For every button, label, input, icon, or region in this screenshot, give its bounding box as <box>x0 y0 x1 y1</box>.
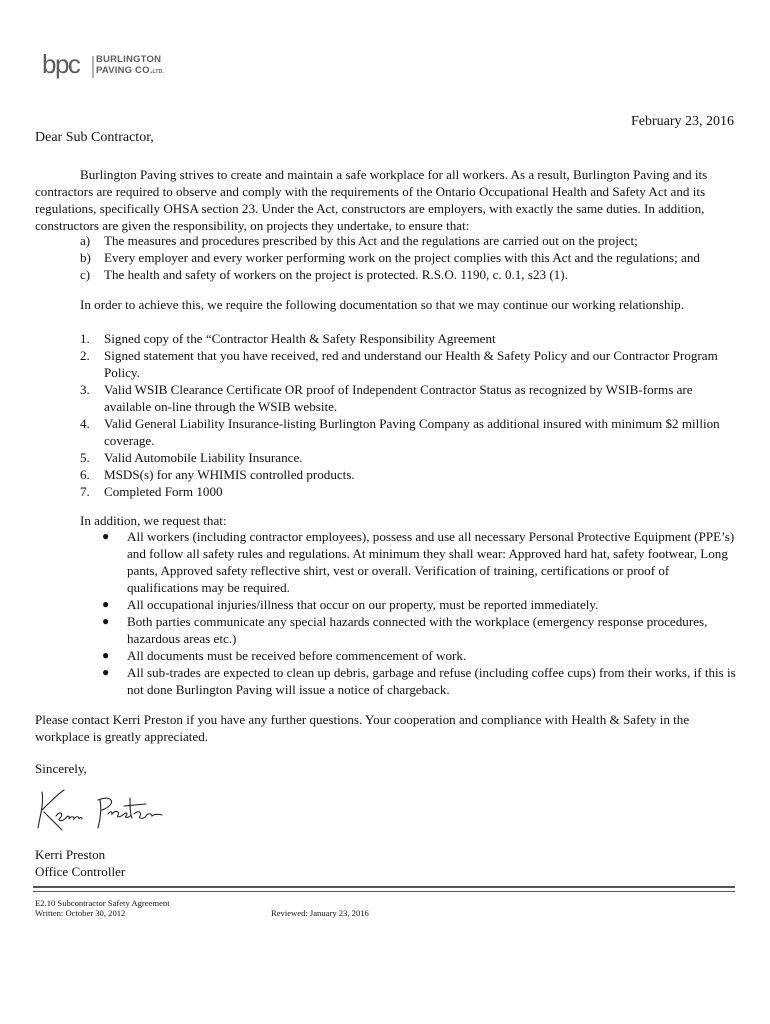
document-item: 3. Valid WSIB Clearance Certificate OR proof of Independent Contractor Status as recognized by WSIB-forms are available on-line through the WSIB website. <box>80 382 693 414</box>
request-item: ● All occupational injuries/illness that occur on our property, must be reported immediately. <box>102 597 599 612</box>
document-item: 5. Valid Automobile Liability Insurance. <box>80 450 303 465</box>
request-item: ● All sub-trades are expected to clean up debris, garbage and refuse (including coffee cups) from their works, if this is not done Burlington Paving will issue a notice of chargeback. <box>102 665 736 697</box>
signature-image <box>34 784 174 834</box>
salutation: Dear Sub Contractor, <box>35 130 154 145</box>
bullet-icon: ● <box>102 597 110 611</box>
footer-rule <box>33 886 735 888</box>
signer-name: Kerri Preston <box>35 847 106 862</box>
duty-item: b) Every employer and every worker performing work on the project complies with this Act and the regulations; and <box>80 250 700 265</box>
closing-paragraph: Please contact Kerri Preston if you have any further questions. Your cooperation and compliance with Health & Safety in the workplace is greatly appreciated. <box>35 712 690 744</box>
document-item: 4. Valid General Liability Insurance-listing Burlington Paving Company as additional insured with minimum $2 million coverage. <box>80 416 720 448</box>
footer-reviewed: Reviewed: January 23, 2016 <box>271 908 369 918</box>
duty-marker: c) <box>80 267 91 282</box>
requests-list <box>100 528 740 698</box>
bullet-icon: ● <box>102 648 110 662</box>
request-item: ● All documents must be received before commencement of work. <box>102 648 467 663</box>
document-item: 2. Signed statement that you have received, red and understand our Health & Safety Policy and our Contractor Program Policy. <box>80 348 718 380</box>
document-item: 7. Completed Form 1000 <box>80 484 223 499</box>
duty-marker: b) <box>80 250 91 265</box>
letter-date: February 23, 2016 <box>630 114 734 129</box>
request-intro: In addition, we request that: <box>80 513 227 528</box>
duty-item: c) The health and safety of workers on the project is protected. R.S.O. 1190, c. 0.1, s23 (1). <box>80 267 568 282</box>
document-item: 1. Signed copy of the “Contractor Health & Safety Responsibility Agreement <box>80 331 496 346</box>
document-item: 6. MSDS(s) for any WHIMIS controlled products. <box>80 467 355 482</box>
logo-line-1: BURLINGTON <box>96 54 162 65</box>
logo-mark: bpc <box>42 49 80 79</box>
footer-doc-code: E2.10 Subcontractor Safety Agreement <box>35 898 170 908</box>
duty-marker: a) <box>80 233 91 248</box>
signer-block <box>35 846 125 880</box>
logo-line-2: PAVING CO. <box>96 65 153 76</box>
footer-rule-thin <box>33 891 735 892</box>
bullet-icon: ● <box>102 665 110 679</box>
request-item: ● Both parties communicate any special hazards connected with the workplace (emergency response procedures, hazardous areas etc.) <box>102 614 708 646</box>
documents-list <box>80 330 740 500</box>
bullet-icon: ● <box>102 529 110 543</box>
duty-item: a) The measures and procedures prescribed by this Act and the regulations are carried out on the project; <box>80 233 638 248</box>
sign-off: Sincerely, <box>35 761 87 776</box>
signer-title: Office Controller <box>35 864 126 879</box>
request-item: ● All workers (including contractor employees), possess and use all necessary Personal Protective Equipment (PPE’s) and follow all safety rules and regulations. At minimum they shall wear: Approved hard hat, safety footwear, Long pants, Approved safety reflective shirt, vest or overall. Verification of training, certifications or proof of qualifications may be required. <box>102 529 735 595</box>
footer-written: Written: October 30, 2012 <box>35 908 126 918</box>
logo-suffix: LTD. <box>152 69 165 75</box>
logo-company-name <box>96 54 164 78</box>
intro-paragraph: Burlington Paving strives to create and maintain a safe workplace for all workers. As a result, Burlington Paving and its contractors are required to observe and comply with the requirements of the Ontario Occupational Health and Safety Act and its regulations, specifically OHSA section 23. Under the Act, constructors are employers, with exactly the same duties. In addition, constructors are given the responsibility, on projects they undertake, to ensure that: <box>35 167 708 233</box>
documentation-intro: In order to achieve this, we require the following documentation so that we may continue our working relationship. <box>80 297 684 312</box>
duties-list <box>80 232 700 283</box>
bullet-icon: ● <box>102 614 110 628</box>
